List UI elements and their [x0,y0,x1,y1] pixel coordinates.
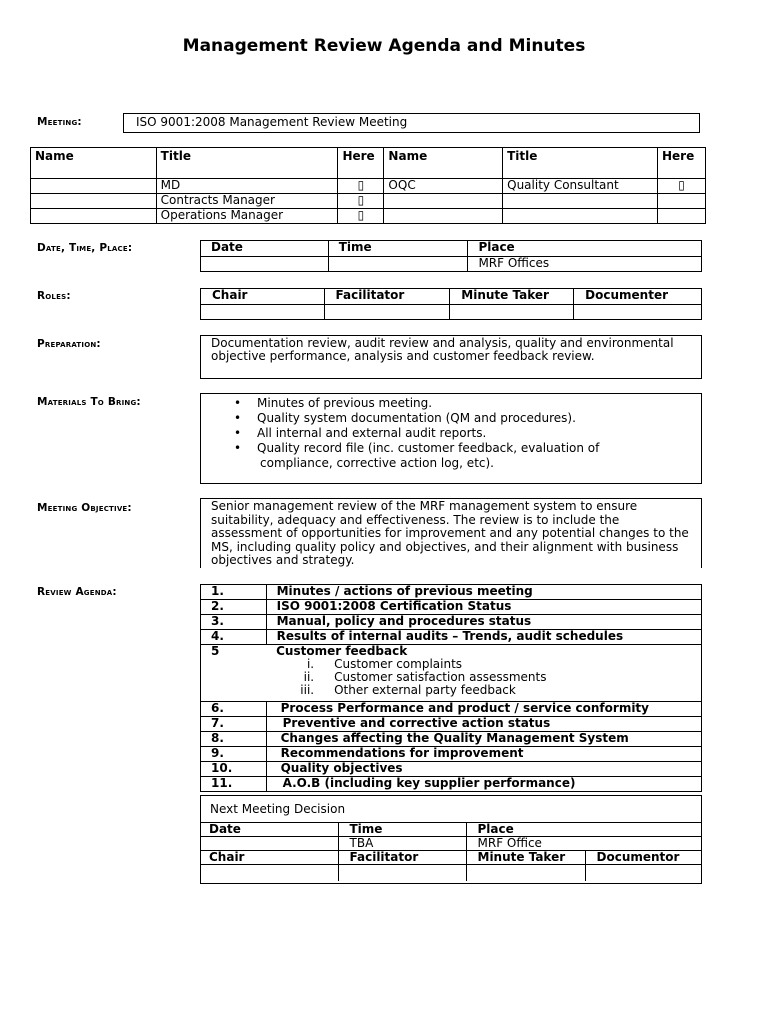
attendance-cell[interactable] [503,209,658,224]
next-meeting-table [200,822,702,881]
agenda-row [201,600,702,615]
agenda-row [201,732,702,747]
attendance-header-title-2: Title [503,148,658,179]
agenda-row [201,747,702,762]
agenda-subitem: i. Customer complaints [306,657,463,671]
attendance-cell: Operations Manager [156,209,338,224]
next-meeting-label: Next Meeting Decision [210,802,346,816]
preparation-box[interactable] [200,335,702,379]
meeting-label: Meeting: [37,116,82,128]
next-chair-header: Chair [200,851,338,865]
next-documentor-value[interactable] [585,865,702,881]
agenda-item-text: Process Performance and product / service conformity [266,702,701,717]
next-place-value[interactable]: MRF Office [466,837,702,851]
attendance-row [31,194,706,209]
agenda-subitem: ii. Customer satisfaction assessments [303,670,547,684]
bullet-icon: • [234,396,242,410]
attendance-cell[interactable] [31,179,157,194]
agenda-item-number: 5 [201,645,267,702]
agenda-item-number: 6. [201,702,267,717]
next-chair-value[interactable] [200,865,338,881]
facilitator-header: Facilitator [324,289,450,305]
review-agenda-table [200,584,702,792]
agenda-item-number: 1. [201,585,267,600]
agenda-item-number: 4. [201,630,267,645]
next-documentor-header: Documentor [585,851,702,865]
agenda-item-text: Changes affecting the Quality Management System [266,732,701,747]
agenda-row [201,762,702,777]
attendance-row [31,179,706,194]
materials-item: • All internal and external audit reports. [234,426,487,440]
agenda-item-with-subitems [266,645,701,702]
next-minute-taker-value[interactable] [466,865,585,881]
checkbox-icon[interactable]: ▯ [338,179,384,194]
attendance-row [31,209,706,224]
next-facilitator-header: Facilitator [338,851,466,865]
meeting-field[interactable] [123,113,700,133]
chair-value[interactable] [201,305,325,320]
agenda-row [201,645,702,702]
attendance-cell: Quality Consultant [503,179,658,194]
roles-label: Roles: [37,290,71,302]
time-header: Time [328,241,468,257]
agenda-row [201,777,702,792]
agenda-item-text: Manual, policy and procedures status [266,615,701,630]
next-time-header: Time [338,823,466,837]
document-title: Management Review Agenda and Minutes [182,36,586,56]
date-header: Date [201,241,329,257]
checkbox-icon[interactable]: ▯ [338,194,384,209]
agenda-item-number: 7. [201,717,267,732]
attendance-cell: MD [156,179,338,194]
agenda-item-number: 10. [201,762,267,777]
minute-taker-header: Minute Taker [450,289,574,305]
agenda-row [201,630,702,645]
agenda-row [201,717,702,732]
agenda-row [201,615,702,630]
agenda-item-number: 8. [201,732,267,747]
materials-box[interactable] [200,393,702,484]
objective-box[interactable] [200,498,702,568]
documenter-header: Documenter [574,289,702,305]
date-time-place-label: Date, Time, Place: [37,242,133,254]
agenda-item-text: ISO 9001:2008 Certification Status [266,600,701,615]
objective-label: Meeting Objective: [37,502,132,514]
agenda-item-text: Preventive and corrective action status [266,717,701,732]
agenda-item-text: Recommendations for improvement [266,747,701,762]
meeting-value: ISO 9001:2008 Management Review Meeting [136,115,408,129]
time-value[interactable] [328,257,468,272]
facilitator-value[interactable] [324,305,450,320]
chair-header: Chair [201,289,325,305]
materials-item-continued: compliance, corrective action log, etc). [260,456,494,470]
review-agenda-label: Review Agenda: [37,586,117,598]
minute-taker-value[interactable] [450,305,574,320]
agenda-item-number: 9. [201,747,267,762]
agenda-item-text: A.O.B (including key supplier performance) [266,777,701,792]
next-place-header: Place [466,823,702,837]
bullet-icon: • [234,411,242,425]
attendance-cell[interactable] [31,194,157,209]
agenda-item-text: Minutes / actions of previous meeting [266,585,701,600]
date-time-place-table [200,240,702,272]
date-value[interactable] [201,257,329,272]
attendance-header-here-2: Here [657,148,705,179]
attendance-cell: OQC [384,179,503,194]
next-date-value[interactable] [200,837,338,851]
agenda-item-text: Customer feedback [276,644,408,658]
objective-text: Senior management review of the MRF management system to ensure suitability, adequacy and effectiveness. The review is to include the assessment of opportunities for improvement and any potential changes to the MS, including quality policy and objectives, and their alignment with business objectives and strategy. [211,499,689,567]
attendance-cell[interactable] [503,194,658,209]
agenda-row [201,702,702,717]
agenda-item-text: Results of internal audits – Trends, audit schedules [266,630,701,645]
documenter-value[interactable] [574,305,702,320]
bullet-icon: • [234,426,242,440]
attendance-header-name-2: Name [384,148,503,179]
attendance-header-title: Title [156,148,338,179]
next-meeting-box [200,795,702,884]
attendance-cell[interactable] [31,209,157,224]
materials-list [201,396,701,471]
next-minute-taker-header: Minute Taker [466,851,585,865]
roles-table [200,288,702,320]
next-date-header: Date [200,823,338,837]
agenda-row [201,585,702,600]
attendance-cell[interactable] [384,209,503,224]
bullet-icon: • [234,441,242,455]
next-time-value[interactable]: TBA [338,837,466,851]
next-facilitator-value[interactable] [338,865,466,881]
place-header: Place [468,241,702,257]
agenda-item-number: 3. [201,615,267,630]
preparation-label: Preparation: [37,338,101,350]
checkbox-icon[interactable]: ▯ [657,179,705,194]
agenda-item-text: Quality objectives [266,762,701,777]
agenda-item-number: 11. [201,777,267,792]
attendance-header-row [31,148,706,179]
materials-item: • Quality system documentation (QM and procedures). [234,411,576,425]
checkbox-icon[interactable]: ▯ [338,209,384,224]
agenda-subitem: iii. Other external party feedback [300,683,516,697]
attendance-cell[interactable] [657,194,705,209]
attendance-cell[interactable] [657,209,705,224]
materials-item: • Minutes of previous meeting. [234,396,433,410]
attendance-table [30,147,706,224]
materials-label: Materials To Bring: [37,396,141,408]
materials-item: • Quality record file (inc. customer feedback, evaluation of [234,441,600,455]
preparation-text: Documentation review, audit review and analysis, quality and environmental objective performance, analysis and customer feedback review. [211,336,674,363]
attendance-cell[interactable] [384,194,503,209]
place-value[interactable]: MRF Offices [468,257,702,272]
attendance-cell: Contracts Manager [156,194,338,209]
attendance-header-name: Name [31,148,157,179]
attendance-header-here: Here [338,148,384,179]
agenda-item-number: 2. [201,600,267,615]
